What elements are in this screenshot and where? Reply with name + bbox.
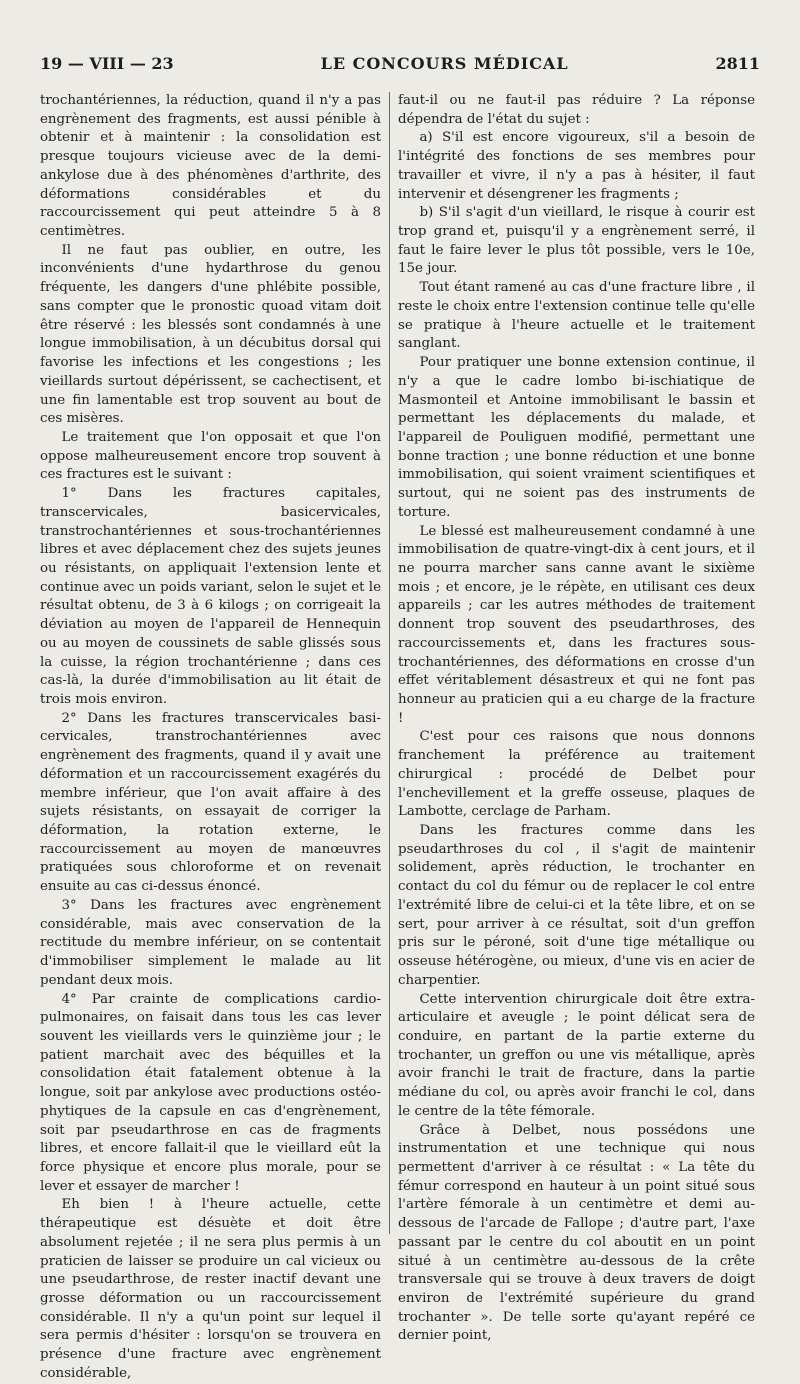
paragraph: 4° Par crainte de complications cardio-pulmonaires, on faisait dans tous les cas lever souvent les vieillards vers le quinzième jour ; le patient marchait avec des béquilles et la consolidation était fatalement obtenue à la longue, soit par ankylose avec productions ostéo-phytiques de la capsule en cas d'engrènement, soit par pseudarthrose en cas de fragments libres, et encore fallait-il que le vieillard eût la force physique et encore plus morale, pour se lever et essayer de marcher ! xyxy=(40,991,381,1194)
paragraph: Dans les fractures comme dans les pseudarthroses du col , il s'agit de maintenir solidement, après réduction, le trochanter en contact du col du fémur ou de replacer le col entre l'extrémité libre de celui-ci et la tête libre, et on se sert, pour arriver à ce résultat, soit d'un greffon pris sur le péroné, soit d'une tige métallique ou osseuse hétérogène, ou mieux, d'une vis en acier de charpentier. xyxy=(398,823,755,988)
paragraph: 1° Dans les fractures capitales, transcervicales, basicervicales, transtrochantériennes et sous-trochantériennes libres et avec déplacement chez des sujets jeunes ou résistants, on appliquait l'extension lente et continue avec un poids variant, selon le sujet et le résultat obtenu, de 3 à 6 kilogs ; on corrigeait la déviation au moyen de l'appareil de Hennequin ou au moyen de coussinets de sable glissés sous la cuisse, la région trochantérienne ; dans ces cas-là, la durée d'immobilisation au lit était de trois mois environ. xyxy=(40,486,381,707)
paragraph: b) S'il s'agit d'un vieillard, le risque à courir est trop grand et, puisqu'il y a engrènement serré, il faut le faire lever le plus tôt possible, vers le 10e, 15e jour. xyxy=(398,205,755,277)
paragraph: a) S'il est encore vigoureux, s'il a besoin de l'intégrité des fonctions de ses membres pour travailler et vivre, il n'y a pas à hésiter, il faut intervenir et désengrener les fragments ; xyxy=(398,130,755,202)
paragraph: Eh bien ! à l'heure actuelle, cette thérapeutique est désuète et doit être absolument rejetée ; il ne sera plus permis à un praticien de laisser se produire un cal vicieux ou une pseudarthrose, de rester inactif devant une grosse déformation ou un raccourcissement considérable. Il n'y a qu'un point sur lequel il sera permis d'hésiter : lorsqu'on se trouvera en présence d'une fracture avec engrènement considérable, xyxy=(40,1197,381,1381)
page-number: 2811 xyxy=(715,53,760,73)
paragraph: trochantériennes, la réduction, quand il n'y a pas engrènement des fragments, est aussi pénible à obtenir et à maintenir : la consolidation est presque toujours vicieuse avec de la demi-ankylose due à des phénomènes d'arthrite, des déformations considérables et du raccourcissement qui peut atteindre 5 à 8 centimètres. xyxy=(40,93,381,240)
paragraph: C'est pour ces raisons que nous donnons franchement la préférence au traitement chirurgical : procédé de Delbet pour l'enchevillement et la greffe osseuse, plaques de Lambotte, cerclage de Parham. xyxy=(398,729,755,820)
paragraph: Tout étant ramené au cas d'une fracture libre , il reste le choix entre l'extension continue telle qu'elle se pratique à l'heure actuelle et le traitement sanglant. xyxy=(398,280,755,352)
right-column xyxy=(398,92,755,1344)
paragraph: 3° Dans les fractures avec engrènement considérable, mais avec conservation de la rectitude du membre inférieur, on se contentait d'immobiliser simplement le malade au lit pendant deux mois. xyxy=(40,897,381,988)
paragraph: faut-il ou ne faut-il pas réduire ? La réponse dépendra de l'état du sujet : xyxy=(398,93,755,127)
paragraph: 2° Dans les fractures transcervicales basi-cervicales, transtrochantériennes avec engrènement des fragments, quand il y avait une déformation et un raccourcissement exagérés du membre inférieur, que l'on avait affaire à des sujets résistants, on essayait de corriger la déformation, la rotation externe, le raccourcissement au moyen de manœuvres pratiquées sous chloroforme et on revenait ensuite au cas ci-dessus énoncé. xyxy=(40,710,381,895)
paragraph: Cette intervention chirurgicale doit être extra-articulaire et aveugle ; le point délicat sera de conduire, en partant de la partie externe du trochanter, un greffon ou une vis métallique, après avoir franchi le trait de fracture, dans la partie médiane du col, ou après avoir franchi le col, dans le centre de la tête fémorale. xyxy=(398,991,755,1119)
paragraph: Grâce à Delbet, nous possédons une instrumentation et une technique qui nous permettent d'arriver à ce résultat : « La tête du fémur correspond en hauteur à un point situé sous l'artère fémorale à un centimètre et demi au-dessous de l'arcade de Fallope ; d'autre part, l'axe passant par le centre du col aboutit en un point situé à un centimètre au-dessous de la crête transversale qui se trouve à deux travers de doigt environ de l'extrémité supérieure du grand trochanter ». De telle sorte qu'ayant repéré ce dernier point, xyxy=(398,1122,755,1344)
running-header xyxy=(40,50,760,76)
journal-title: LE CONCOURS MÉDICAL xyxy=(320,53,569,73)
column-divider xyxy=(389,92,390,1234)
paragraph: Le traitement que l'on opposait et que l'on oppose malheureusement encore trop souvent à ces fractures est le suivant : xyxy=(40,429,381,483)
issue-reference: 19 — VIII — 23 xyxy=(40,53,174,73)
paragraph: Il ne faut pas oublier, en outre, les inconvénients d'une hydarthrose du genou fréquente, les dangers d'une phlébite possible, sans compter que le pronostic quoad vitam doit être réservé : les blessés sont condamnés à une longue immobilisation, à un décubitus dorsal qui favorise les infections et les congestions ; les vieillards surtout dépérissent, se cachectisent, et une fin lamentable est trop souvent au bout de ces misères. xyxy=(40,242,381,427)
left-column xyxy=(40,92,381,1381)
paragraph: Le blessé est malheureusement condamné à une immobilisation de quatre-vingt-dix à cent jours, et il ne pourra marcher sans canne avant le sixième mois ; et encore, je le répète, en utilisant ces deux appareils ; car les autres méthodes de traitement donnent trop souvent des pseudarthroses, des raccourcissements et, dans les fractures sous-trochantériennes, des déformations en crosse d'un effet véritablement désastreux et qui ne font pas honneur au praticien qui a eu charge de la fracture ! xyxy=(398,523,755,726)
paragraph: Pour pratiquer une bonne extension continue, il n'y a que le cadre lombo bi-ischiatique de Masmonteil et Antoine immobilisant le bassin et permettant les déplacements du malade, et l'appareil de Pouliguen modifié, permettant une bonne traction ; une bonne réduction et une bonne immobilisation, qui soient vraiment scientifiques et surtout, qui ne soient pas des instruments de torture. xyxy=(398,355,755,520)
